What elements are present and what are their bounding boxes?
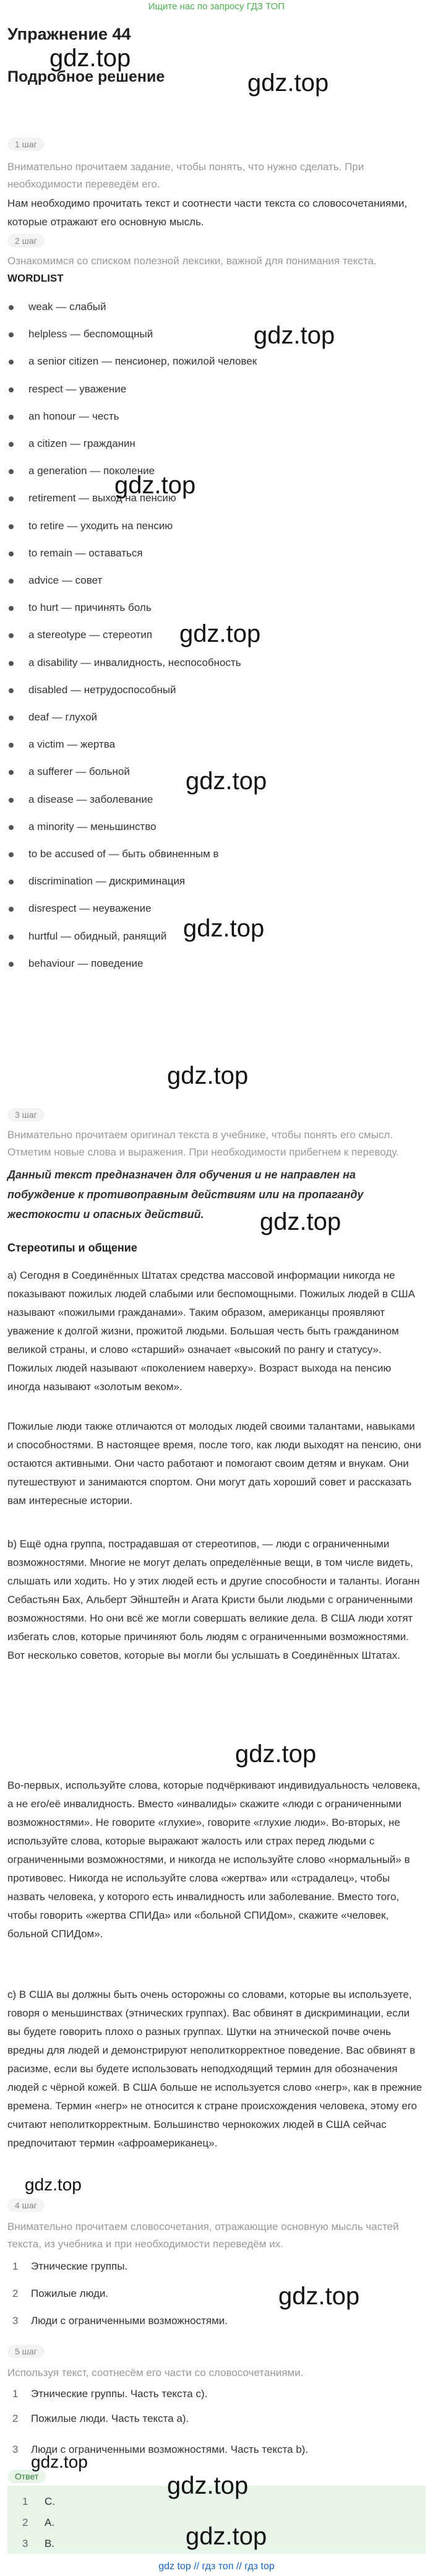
watermark: gdz.top: [179, 620, 261, 647]
wordlist-item-text: respect — уважение: [28, 383, 127, 395]
list-item: 2 Пожилые люди. Часть текста а).: [12, 2413, 189, 2424]
wordlist-item-text: an honour — честь: [28, 410, 119, 422]
bullet-icon: [9, 469, 14, 474]
wordlist-item-text: disrespect — неуважение: [28, 902, 152, 914]
step-badge-4: 4 шаг: [7, 2198, 45, 2212]
wordlist-item: [9, 848, 219, 860]
wordlist-item: [9, 657, 241, 669]
watermark: gdz.top: [278, 2283, 360, 2310]
watermark: gdz.top: [25, 2175, 82, 2194]
bullet-icon: [9, 496, 14, 501]
watermark: gdz.top: [260, 1208, 341, 1235]
wordlist-item: [9, 438, 135, 450]
wordlist-item-text: a generation — поколение: [28, 465, 155, 477]
watermark: gdz.top: [235, 1740, 317, 1768]
wordlist-item-text: to remain — оставаться: [28, 547, 143, 559]
bullet-icon: [9, 852, 14, 857]
text-part-a: а) Сегодня в Соединённых Штатах средства массовой информации никогда не показывают пожилых людей слабыми или беспомощными. Пожилых людей в США называют «пожилыми гражданами». Таким образом, американцы проявляют уважение к долгой жизни, прожитой людьми. Большая честь быть гражданином великой страны, и слово «старший» означает «высокий по рангу и статусу». Пожилых людей называют «поколением наверху». Возраст выхода на пенсию иногда называют «золотым веком».: [7, 1269, 415, 1393]
wordlist-item-text: a citizen — гражданин: [28, 438, 135, 449]
bullet-icon: [9, 524, 14, 529]
list-item: 1 Этнические группы. Часть текста с).: [12, 2388, 208, 2400]
watermark: gdz.top: [31, 2452, 88, 2471]
step-text-1: Нам необходимо прочитать текст и соотнести части текста со словосочетаниями, которые отражают его основную мысль.: [7, 197, 408, 228]
list-item: 1 Этнические группы.: [12, 2260, 128, 2272]
bullet-icon: [9, 825, 14, 830]
wordlist-item-text: discrimination — дискриминация: [28, 875, 186, 887]
footer-link[interactable]: gdz top // гдз топ // гдз top: [158, 2561, 275, 2572]
bullet-icon: [9, 442, 14, 447]
bullet-icon: [9, 360, 14, 365]
list-item: 3 Люди с ограниченными возможностями.: [12, 2315, 228, 2327]
watermark: gdz.top: [247, 69, 329, 97]
top-banner[interactable]: Ищите нас по запросу ГДЗ ТОП: [148, 1, 285, 12]
bullet-icon: [9, 305, 14, 310]
watermark: gdz.top: [183, 915, 265, 942]
bullet-icon: [9, 415, 14, 420]
text-heading: Стереотипы и общение: [7, 1242, 137, 1254]
step-note-3: Внимательно прочитаем оригинал текста в учебнике, чтобы понять его смысл. Отметим новые слова и выражения. При необходимости прибегнем к переводу.: [7, 1129, 399, 1158]
watermark: gdz.top: [186, 767, 267, 795]
wordlist-item: [9, 574, 102, 587]
bullet-icon: [9, 606, 14, 611]
wordlist-item: [9, 766, 130, 778]
bullet-icon: [9, 688, 14, 693]
wordlist-item: [9, 328, 153, 340]
wordlist-item: [9, 629, 152, 641]
wordlist-item-text: a senior citizen — пенсионер, пожилой человек: [28, 355, 257, 367]
section-title: Подробное решение: [7, 68, 165, 85]
page-title: Упражнение 44: [7, 25, 131, 43]
step-badge-2: 2 шаг: [7, 234, 45, 248]
wordlist-item-text: a stereotype — стереотип: [28, 629, 153, 641]
wordlist-item-text: a victim — жертва: [28, 738, 116, 750]
answer-item: 3 B.: [22, 2538, 55, 2549]
text-part-b-continued: Во-первых, используйте слова, которые подчёркивают индивидуальность человека, а не его/её инвалидность. Вместо «инвалиды» скажите «люди с ограниченными возможностями». Не говорите «глухие», говорите «глухие люди». Во-вторых, не используйте слова, которые выражают жалость или страх перед людьми с ограниченными возможностями, и никогда не используйте слово «нормальный» в противовес. Никогда не используйте слова «жертва» или «страдалец», чтобы назвать человека, у которого есть инвалидность или заболевание. Вместо того, чтобы говорить «жертва СПИДа» или «больной СПИДом», скажите «человек, больной СПИДом».: [7, 1779, 421, 1940]
wordlist-item: [9, 410, 119, 423]
bullet-icon: [9, 770, 14, 775]
answer-item: 2 A.: [22, 2517, 55, 2528]
wordlist-item-text: disabled — нетрудоспособный: [28, 684, 176, 696]
wordlist-item-text: a sufferer — больной: [28, 766, 130, 777]
watermark: gdz.top: [254, 322, 335, 349]
wordlist-item: [9, 821, 156, 833]
watermark: gdz.top: [167, 2472, 249, 2499]
wordlist-item-text: a disability — инвалидность, неспособность: [28, 657, 241, 668]
wordlist-item-text: deaf — глухой: [28, 711, 98, 723]
bullet-icon: [9, 798, 14, 803]
step-badge-5: 5 шаг: [7, 2345, 45, 2358]
wordlist-item: [9, 301, 106, 313]
disclaimer: Данный текст предназначен для обучения и не направлен на побуждение к противоправным действиям или на пропаганду жестокости и опасных действий.: [7, 1169, 364, 1221]
bullet-icon: [9, 661, 14, 666]
wordlist-item: [9, 520, 173, 532]
wordlist-item: [9, 355, 257, 368]
wordlist-item: [9, 547, 143, 560]
wordlist-item: [9, 793, 153, 806]
wordlist-item: [9, 902, 152, 915]
answer-item: 1 C.: [22, 2496, 55, 2507]
bullet-icon: [9, 935, 14, 940]
wordlist-item-text: weak — слабый: [28, 301, 106, 313]
wordlist-title: WORDLIST: [7, 272, 64, 284]
wordlist-item-text: advice — совет: [28, 574, 103, 586]
wordlist-item: [9, 684, 176, 696]
wordlist-item-text: a disease — заболевание: [28, 793, 153, 805]
bullet-icon: [9, 579, 14, 584]
text-part-b: b) Ещё одна группа, пострадавшая от стереотипов, — люди с ограниченными возможностями. Многие не могут делать определённые вещи, в том числе видеть, слышать или ходить. Но у этих людей есть и другие способности и таланты. Иоганн Себастьян Бах, Альберт Эйнштейн и Агата Кристи были людьми с ограниченными возможностями. Но они всё же могли совершать великие дела. В США люди хотят избегать слов, которые причиняют боль людям с ограниченными возможностями. Вот несколько советов, которые вы могли бы услышать в Соединённых Штатах.: [7, 1538, 420, 1661]
wordlist-item: [9, 738, 115, 751]
wordlist-item-text: a minority — меньшинство: [28, 821, 156, 832]
bullet-icon: [9, 907, 14, 912]
wordlist-item-text: hurtful — обидный, ранящий: [28, 930, 167, 942]
wordlist-item-text: to retire — уходить на пенсию: [28, 520, 173, 532]
bullet-icon: [9, 387, 14, 392]
wordlist-item-text: behaviour — поведение: [28, 957, 144, 969]
wordlist-item: [9, 711, 97, 724]
step-note-1: Внимательно прочитаем задание, чтобы понять, что нужно сделать. При необходимости переведём его.: [7, 161, 364, 190]
list-item: 3 Люди с ограниченными возможностями. Часть текста b).: [12, 2444, 309, 2455]
wordlist-item-text: helpless — беспомощный: [28, 328, 153, 340]
text-part-c: с) В США вы должны быть очень осторожны со словами, которые вы используете, говоря о меньшинствах (этнических группах). Вас обвинят в дискриминации, если вы будете говорить плохо о разных группах. Шутки на этнической почве очень вредны для людей и демонстрируют неполиткорректное поведение. Вас обвинят в расизме, если вы будете использовать неподходящий термин для обозначения людей с чёрной кожей. В США больше не используется слово «негр», как в прежние времена. Термин «негр» не относится к стране происхождения человека, этому его считают неполиткорректным. Большинство чернокожих людей в США сейчас предпочитают термин «афроамериканец».: [7, 1989, 422, 2149]
wordlist-item: [9, 383, 126, 395]
wordlist-item: [9, 875, 185, 888]
step-note-4: Внимательно прочитаем словосочетания, отражающие основную мысль частей текста, из учебника и при необходимости переведём их.: [7, 2221, 399, 2250]
wordlist-item: [9, 930, 166, 943]
list-item: 2 Пожилые люди.: [12, 2288, 109, 2299]
bullet-icon: [9, 715, 14, 720]
watermark: gdz.top: [49, 45, 131, 72]
wordlist-item-text: retirement — выход на пенсию: [28, 492, 176, 504]
bullet-icon: [9, 880, 14, 884]
step-note-2: Ознакомимся со списком полезной лексики, важной для понимания текста.: [7, 255, 377, 267]
watermark: gdz.top: [114, 472, 196, 499]
step-badge-1: 1 шаг: [7, 137, 45, 151]
wordlist-item: [9, 602, 152, 614]
watermark: gdz.top: [167, 1062, 249, 1089]
bullet-icon: [9, 332, 14, 337]
bullet-icon: [9, 551, 14, 556]
wordlist-item: [9, 957, 143, 970]
bullet-icon: [9, 743, 14, 748]
bullet-icon: [9, 962, 14, 967]
answer-badge: Ответ: [7, 2470, 46, 2483]
bullet-icon: [9, 633, 14, 638]
step-badge-3: 3 шаг: [7, 1108, 45, 1122]
wordlist-item-text: to hurt — причинять боль: [28, 602, 152, 613]
wordlist-item-text: to be accused of — быть обвиненным в: [28, 848, 219, 860]
text-part-a-continued: Пожилые люди также отличаются от молодых людей своими талантами, навыками и способностями. В настоящее время, после того, как люди выходят на пенсию, они остаются активными. Они часто работают и помогают своим детям и внукам. Они путешествуют и занимаются спортом. Они могут дать хороший совет и рассказать вам интересные истории.: [7, 1420, 421, 1506]
watermark: gdz.top: [186, 2523, 267, 2550]
step-note-5: Используя текст, соотнесём его части со словосочетаниями.: [7, 2367, 304, 2379]
